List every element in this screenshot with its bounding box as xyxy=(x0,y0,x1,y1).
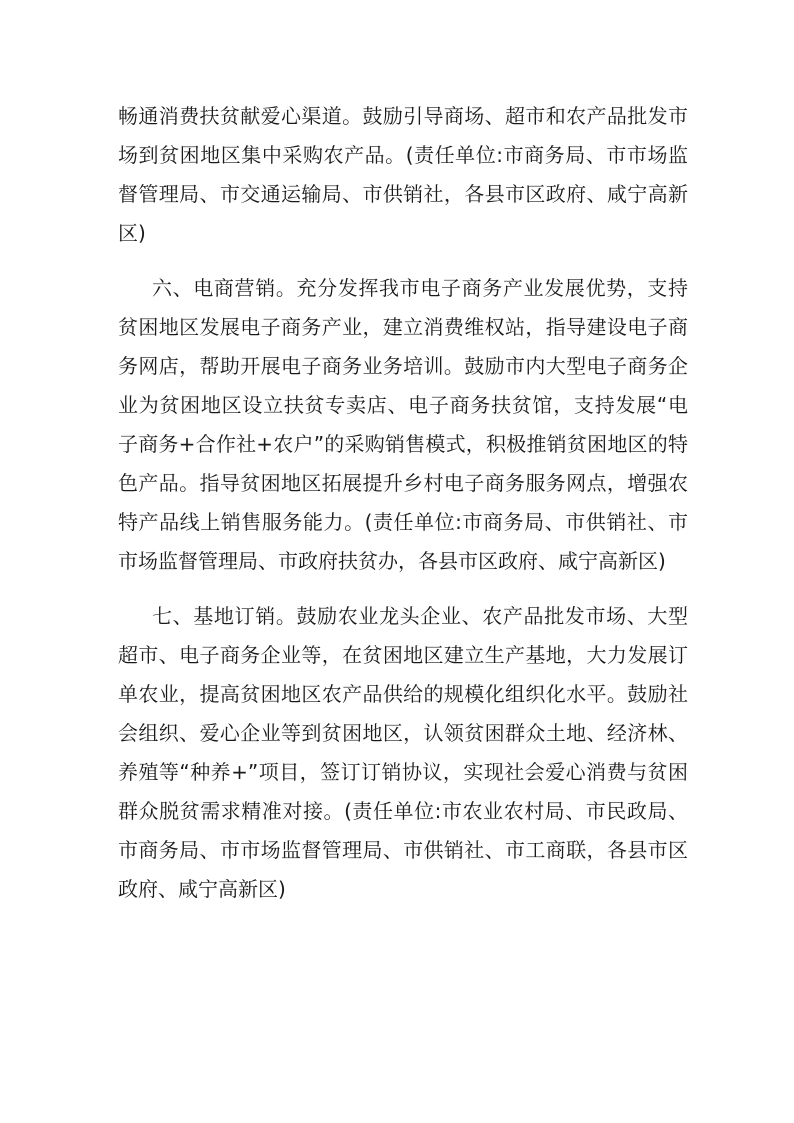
paragraph-base-order-sales: 七、基地订销。鼓励农业龙头企业、农产品批发市场、大型超市、电子商务企业等，在贫困地区建立生产基地，大力发展订单农业，提高贫困地区农产品供给的规模化组织化水平。鼓励社会组织、爱心企业等到贫困地区，认领贫困群众土地、经济林、养殖等“种养+”项目，签订订销协议，实现社会爱心消费与贫困群众脱贫需求精准对接。(责任单位:市农业农村局、市民政局、市商务局、市市场监督管理局、市供销社、市工商联，各县市区政府、咸宁高新区) xyxy=(118,604,688,901)
document-body xyxy=(118,97,688,909)
paragraph-continued-consumption-channel: 畅通消费扶贫献爱心渠道。鼓励引导商场、超市和农产品批发市场到贫困地区集中采购农产品。(责任单位:市商务局、市市场监督管理局、市交通运输局、市供销社，各县市区政府、咸宁高新区) xyxy=(118,104,688,245)
paragraph-ecommerce-marketing: 六、电商营销。充分发挥我市电子商务产业发展优势，支持贫困地区发展电子商务产业，建立消费维权站，指导建设电子商务网店，帮助开展电子商务业务培训。鼓励市内大型电子商务企业为贫困地区设立扶贫专卖店、电子商务扶贫馆，支持发展“电子商务+合作社+农户”的采购销售模式，积极推销贫困地区的特色产品。指导贫困地区拓展提升乡村电子商务服务网点，增强农特产品线上销售服务能力。(责任单位:市商务局、市供销社、市市场监督管理局、市政府扶贫办，各县市区政府、咸宁高新区) xyxy=(118,276,688,573)
